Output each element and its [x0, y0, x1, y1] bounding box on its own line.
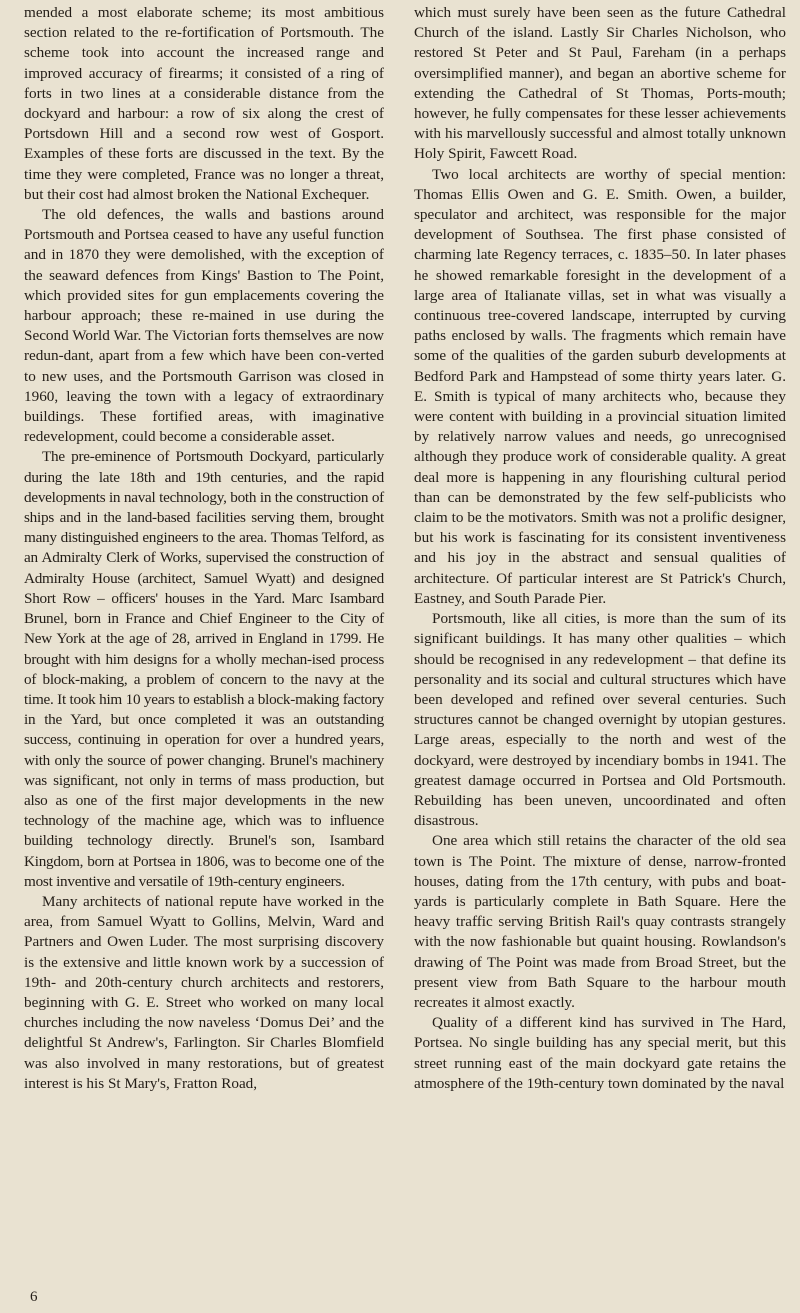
- paragraph: The pre-eminence of Portsmouth Dockyard, particularly during the late 18th and 19th centuries, and the rapid developments in naval technology, both in the construction of ships and in the land-based facilities serving them, brought many distinguished engineers to the area. Thomas Telford, as an Admiralty Clerk of Works, supervised the construction of Admiralty House (architect, Samuel Wyatt) and designed Short Row – officers' houses in the Yard. Marc Isambard Brunel, born in France and Chief Engineer to the City of New York at the age of 28, arrived in England in 1799. He brought with him designs for a wholly mechan-ised process of block-making, a problem of concern to the navy at the time. It took him 10 years to establish a block-making factory in the Yard, but once completed it was an outstanding success, continuing in operation for over a hundred years, with only the source of power changing. Brunel's machinery was significant, not only in terms of mass production, but also as one of the first major developments in the new technology of the machine age, which was to influence building technology directly. Brunel's son, Isambard Kingdom, born at Portsea in 1806, was to become one of the most inventive and versatile of 19th-century engineers.: [24, 448, 384, 890]
- paragraph: Two local architects are worthy of special mention: Thomas Ellis Owen and G. E. Smith. Owen, a builder, speculator and architect, was responsible for the major development of Southsea. The first phase consisted of charming late Regency terraces, c. 1835–50. In later phases he showed remarkable foresight in the development of a large area of Italianate villas, set in what was visually a continuous tree-covered landscape, interrupted by curving paths enclosed by walls. The fragments which remain have some of the qualities of the garden suburb developments at Bedford Park and Hampstead of some thirty years later. G. E. Smith is typical of many architects who, because they were content with building in a provincial situation limited by relatively narrow values and needs, go unrecognised although they produce work of considerable quality. A great deal more is happening in any flourishing cultural period than can be demonstrated by the few self-publicists who claim to be the motivators. Smith was not a prolific designer, but his work is fascinating for its consistent inventiveness and his joy in the abstract and sensual qualities of architecture. Of particular interest are St Patrick's Church, Eastney, and South Parade Pier.: [414, 165, 786, 607]
- paragraph: Quality of a different kind has survived in The Hard, Portsea. No single building has any special merit, but this street running east of the main dockyard gate retains the atmosphere of the 19th-century town dominated by the naval: [414, 1014, 786, 1092]
- paragraph: mended a most elaborate scheme; its most ambitious section related to the re-fortification of Portsmouth. The scheme took into account the increased range and improved accuracy of firearms; it consisted of a ring of forts in two lines at a considerable distance from the dockyard and harbour: a row of six along the crest of Portsdown Hill and a second row west of Gosport. Examples of these forts are discussed in the text. By the time they were completed, France was no longer a threat, but their cost had almost broken the National Exchequer.: [24, 4, 384, 203]
- page-number: 6: [30, 1289, 38, 1305]
- right-column: [414, 3, 786, 1094]
- paragraph: Many architects of national repute have worked in the area, from Samuel Wyatt to Gollins, Melvin, Ward and Partners and Owen Luder. The most surprising discovery is the extensive and little known work by a succession of 19th- and 20th-century church architects and restorers, beginning with G. E. Street who worked on many local churches including the now naveless ‘Domus Dei’ and the delightful St Andrew's, Farlington. Sir Charles Blomfield was also involved in many restorations, but of greatest interest is his St Mary's, Fratton Road,: [24, 892, 384, 1092]
- paragraph: One area which still retains the character of the old sea town is The Point. The mixture of dense, narrow-fronted houses, dating from the 17th century, with pubs and boat-yards is particularly complete in Bath Square. Here the heavy traffic serving British Rail's quay contrasts strangely with the now fashionable but quaint housing. Rowlandson's drawing of The Point was made from Broad Street, but the present view from Bath Square to the harbour mouth recreates it almost exactly.: [414, 832, 786, 1011]
- paragraph: Portsmouth, like all cities, is more than the sum of its significant buildings. It has many other qualities – which should be recognised in any redevelopment – that define its personality and its social and cultural structures which have been developed and refined over several centuries. Such structures cannot be changed overnight by utopian gestures. Large areas, especially to the north and west of the dockyard, were destroyed by incendiary bombs in 1941. The greatest damage occurred in Portsea and Old Portsmouth. Rebuilding has been uneven, uncoordinated and often disastrous.: [414, 610, 786, 830]
- paragraph: The old defences, the walls and bastions around Portsmouth and Portsea ceased to have any useful function and in 1870 they were demolished, with the exception of the seaward defences from Kings' Bastion to The Point, which provided sites for gun emplacements covering the harbour approach; these re-mained in use during the Second World War. The Victorian forts themselves are now redun-dant, apart from a few which have been con-verted to new uses, and the Portsmouth Garrison was closed in 1960, leaving the town with a legacy of extraordinary buildings. These fortified areas, with imaginative redevelopment, could become a considerable asset.: [24, 206, 384, 446]
- left-column: [24, 3, 384, 1094]
- paragraph: which must surely have been seen as the future Cathedral Church of the island. Lastly Sir Charles Nicholson, who restored St Peter and St Paul, Fareham (in a perhaps oversimplified manner), and began an abortive scheme for extending the Cathedral of St Thomas, Ports-mouth; however, he fully compensates for these lesser achievements with his marvellously successful and almost totally unknown Holy Spirit, Fawcett Road.: [414, 4, 786, 163]
